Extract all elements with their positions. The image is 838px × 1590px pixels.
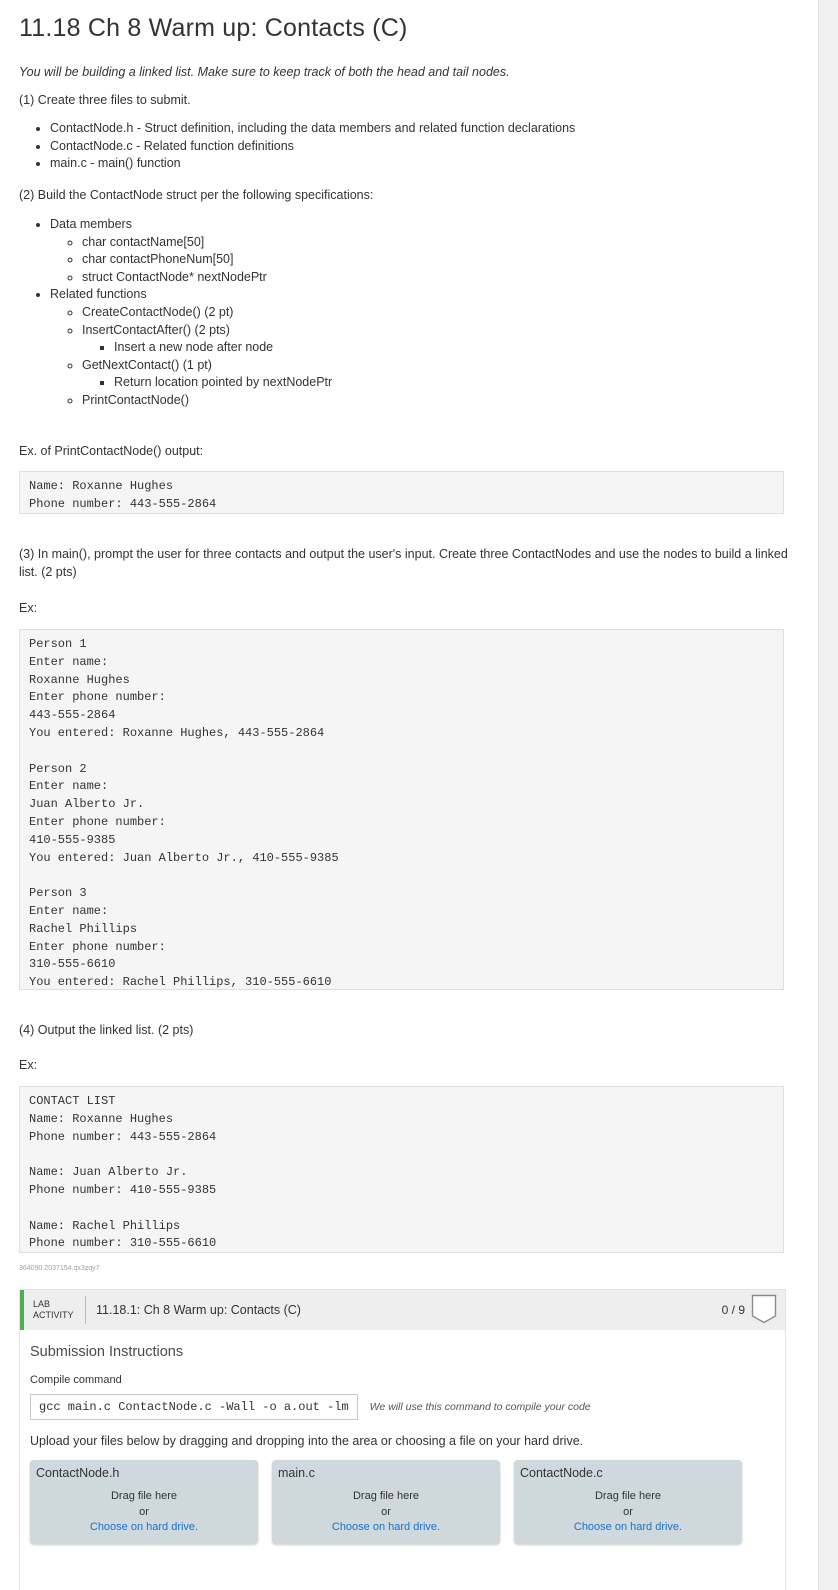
lab-score: 0 / 9 bbox=[721, 1303, 745, 1317]
scrollbar[interactable] bbox=[818, 0, 838, 1590]
list-item: ▪ Insert a new node after node bbox=[114, 339, 332, 357]
lab-activity bbox=[19, 1289, 786, 1590]
choose-file-link[interactable]: Choose on hard drive. bbox=[573, 1521, 683, 1533]
step2-heading: (2) Build the ContactNode struct per the following specifications: bbox=[19, 188, 374, 202]
print-example-code: Name: Roxanne Hughes Phone number: 443-555-2864 bbox=[19, 471, 784, 514]
lab-tag-line: LAB bbox=[33, 1299, 51, 1309]
list-item: ◦ char contactName[50] bbox=[82, 234, 332, 252]
drag-text: Drag file here bbox=[594, 1490, 662, 1502]
list-item bbox=[50, 286, 332, 409]
related-functions-label: Related functions bbox=[50, 287, 147, 302]
step2-spec-list bbox=[19, 216, 332, 410]
data-members-label: Data members bbox=[50, 217, 132, 231]
file-drop-zone-main-c[interactable] bbox=[272, 1460, 500, 1544]
page-title: 11.18 Ch 8 Warm up: Contacts (C) bbox=[19, 14, 408, 42]
list-item: ◦ struct ContactNode* nextNodePtr bbox=[82, 269, 332, 287]
lab-tag-line: ACTIVITY bbox=[33, 1310, 74, 1320]
step4-example-code: CONTACT LIST Name: Roxanne Hughes Phone number: 443-555-2864 Name: Juan Alberto Jr. Phone number: 410-555-9385 Name: Rachel Phillips Phone number: 310-555-6610 bbox=[19, 1086, 784, 1253]
file-drop-zone-contactnode-h[interactable] bbox=[30, 1460, 258, 1544]
or-text: or bbox=[623, 1505, 633, 1518]
step4-ex-label: Ex: bbox=[19, 1058, 38, 1072]
intro-text: You will be building a linked list. Make sure to keep track of both the head and tail nodes. bbox=[19, 65, 510, 79]
step3-ex-label: Ex: bbox=[19, 601, 38, 615]
function-name: InsertContactAfter() (2 pts) bbox=[82, 322, 230, 337]
file-drop-zone-contactnode-c[interactable] bbox=[514, 1460, 742, 1544]
list-item: • ContactNode.c - Related function definitions bbox=[50, 138, 575, 156]
or-text: or bbox=[139, 1505, 149, 1518]
or-text: or bbox=[381, 1505, 391, 1518]
compile-command-label: Compile command bbox=[30, 1374, 122, 1386]
drag-text: Drag file here bbox=[110, 1490, 178, 1502]
list-item bbox=[82, 357, 332, 392]
step3-heading: (3) In main(), prompt the user for three contacts and output the user's input. Create three ContactNodes and use the nodes to build a linked list. (2 pts) bbox=[19, 547, 788, 579]
activity-id: 364090.2037154.qx3zqy7 bbox=[19, 1265, 100, 1272]
list-item: ◦ char contactPhoneNum[50] bbox=[82, 251, 332, 269]
list-item: ◦ CreateContactNode() (2 pt) bbox=[82, 304, 332, 322]
file-name: ContactNode.c bbox=[520, 1466, 603, 1480]
list-item bbox=[50, 216, 332, 286]
compile-hint: We will use this command to compile your code bbox=[369, 1401, 591, 1413]
drag-text: Drag file here bbox=[352, 1490, 420, 1502]
lab-title: 11.18.1: Ch 8 Warm up: Contacts (C) bbox=[96, 1303, 301, 1317]
print-example-label: Ex. of PrintContactNode() output: bbox=[19, 444, 204, 458]
step1-file-list bbox=[19, 120, 575, 173]
choose-file-link[interactable]: Choose on hard drive. bbox=[89, 1521, 199, 1533]
file-name: ContactNode.h bbox=[36, 1466, 120, 1480]
step1-heading: (1) Create three files to submit. bbox=[19, 93, 191, 107]
step3-example-code: Person 1 Enter name: Roxanne Hughes Enter phone number: 443-555-2864 You entered: Roxanne Hughes, 443-555-2864 Person 2 Enter name: Juan Alberto Jr. Enter phone number: 410-555-9385 You entered: Juan Alberto Jr., 410-555-9385 Person 3 Enter name: Rachel Phillips Enter phone number: 310-555-6610 You entered: Rachel Phillips, 310-555-6610 bbox=[19, 629, 784, 990]
list-item: • ContactNode.h - Struct definition, including the data members and related function declarations bbox=[50, 120, 575, 138]
list-item bbox=[82, 322, 332, 357]
lab-tag bbox=[24, 1296, 86, 1324]
lab-header bbox=[20, 1290, 785, 1330]
compile-command: gcc main.c ContactNode.c -Wall -o a.out -lm bbox=[30, 1394, 358, 1420]
choose-file-link[interactable]: Choose on hard drive. bbox=[331, 1521, 441, 1533]
list-item: ▪ Return location pointed by nextNodePtr bbox=[114, 374, 332, 392]
file-name: main.c bbox=[278, 1466, 315, 1480]
upload-instructions: Upload your files below by dragging and dropping into the area or choosing a file on your hard drive. bbox=[30, 1434, 584, 1448]
function-name: GetNextContact() (1 pt) bbox=[82, 357, 212, 372]
submission-instructions-title: Submission Instructions bbox=[30, 1344, 184, 1360]
step4-heading: (4) Output the linked list. (2 pts) bbox=[19, 1023, 194, 1037]
list-item: ◦ PrintContactNode() bbox=[82, 392, 332, 410]
completion-badge-icon bbox=[751, 1294, 777, 1324]
list-item: • main.c - main() function bbox=[50, 155, 575, 173]
